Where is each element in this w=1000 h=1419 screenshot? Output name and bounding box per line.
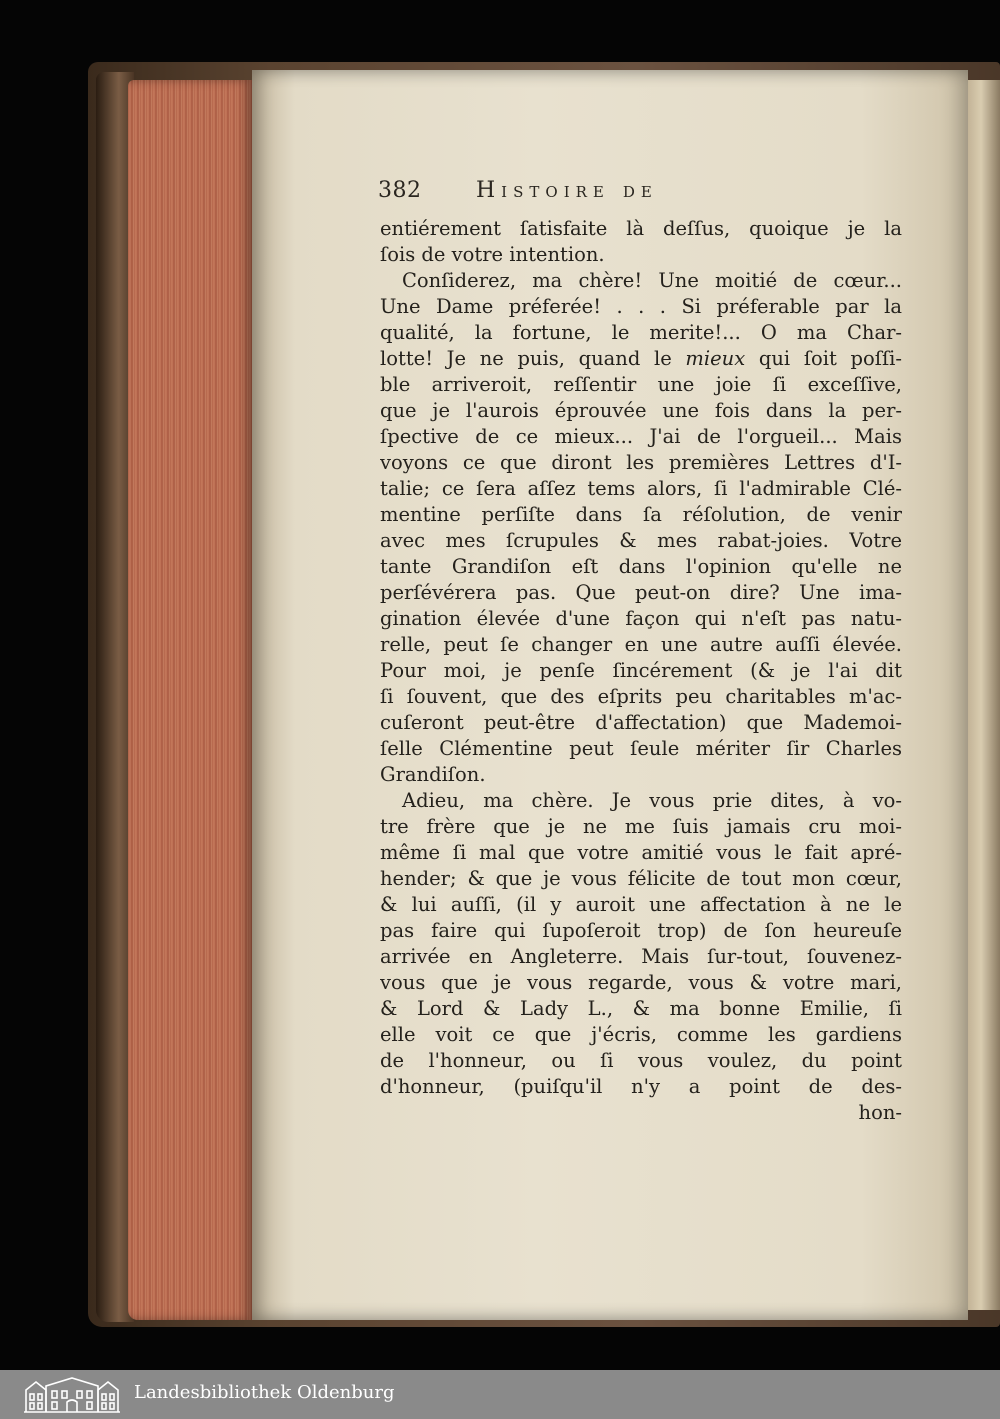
text-line: perſévérera pas. Que peut-on dire? Une ima- (380, 581, 902, 604)
page-number: 382 (378, 178, 422, 203)
text-line: entiérement ſatisfaite là deſſus, quoique je la (380, 217, 902, 240)
page-edges (128, 80, 252, 1320)
text-line: Conſiderez, ma chère! Une moitié de cœur... (402, 269, 902, 292)
text-line: mentine perſiſte dans ſa réſolution, de venir (380, 503, 902, 526)
text-line (380, 346, 902, 372)
text-segment: qui ſoit poſſi- (745, 347, 902, 370)
text-line: ble arriveroit, reſſentir une joie ſi exceſſive, (380, 373, 902, 396)
text-line: que je l'aurois éprouvée une fois dans la per- (380, 399, 902, 422)
text-line: Adieu, ma chère. Je vous prie dites, à vo- (402, 789, 902, 812)
text-line: Pour moi, je penſe ſincérement (& je l'ai dit (380, 659, 902, 682)
text-line: ſelle Clémentine peut ſeule mériter ſir Charles (380, 737, 902, 760)
text-line: voyons ce que diront les premières Lettres d'I- (380, 451, 902, 474)
text-line: d'honneur, (puiſqu'il n'y a point de des- (380, 1075, 902, 1098)
text-line: elle voit ce que j'écris, comme les gardiens (380, 1023, 902, 1046)
text-line: ſois de votre intention. (380, 243, 605, 266)
italic-word: mieux (685, 347, 746, 370)
running-title: Histoire de (476, 178, 658, 203)
library-name: Landesbibliothek Oldenburg (134, 1382, 395, 1403)
text-line: de l'honneur, ou ſi vous voulez, du point (380, 1049, 902, 1072)
text-line: Grandiſon. (380, 763, 486, 786)
text-segment: lotte! Je ne puis, quand le (380, 347, 672, 370)
text-line: cuſeront peut-être d'affectation) que Mademoi- (380, 711, 902, 734)
text-line: & Lord & Lady L., & ma bonne Emilie, ſi (380, 997, 902, 1020)
body-text (380, 216, 902, 1126)
text-line: gination élevée d'une façon qui n'eſt pas natu- (380, 607, 902, 630)
book-page (252, 70, 968, 1320)
text-line: ſpective de ce mieux... J'ai de l'orgueil... Mais (380, 425, 902, 448)
text-line: & lui auſſi, (il y auroit une affectation à ne le (380, 893, 902, 916)
text-line: qualité, la fortune, le merite!... O ma Char- (380, 321, 902, 344)
text-line: relle, peut ſe changer en une autre auſſi élevée. (380, 633, 902, 656)
text-line: même ſi mal que votre amitié vous le fait apré- (380, 841, 902, 864)
text-line: ſi ſouvent, que des eſprits peu charitables m'ac- (380, 685, 902, 708)
text-line: hender; & que je vous félicite de tout mon cœur, (380, 867, 902, 890)
running-head (378, 178, 858, 212)
text-line: talie; ce ſera aſſez tems alors, ſi l'admirable Clé- (380, 477, 902, 500)
text-line: pas faire qui ſupoſeroit trop) de ſon heureuſe (380, 919, 902, 942)
footer-bar (0, 1370, 1000, 1419)
text-line: Une Dame préferée! . . . Si préferable par la (380, 295, 902, 318)
text-line: avec mes ſcrupules & mes rabat-joies. Votre (380, 529, 902, 552)
text-line: tre frère que je ne me ſuis jamais cru moi- (380, 815, 902, 838)
catchword: hon- (858, 1101, 902, 1124)
text-line: tante Grandiſon eſt dans l'opinion qu'elle ne (380, 555, 902, 578)
text-line: arrivée en Angleterre. Mais ſur-tout, ſouvenez- (380, 945, 902, 968)
text-line: vous que je vous regarde, vous & votre mari, (380, 971, 902, 994)
library-building-icon (22, 1374, 122, 1414)
